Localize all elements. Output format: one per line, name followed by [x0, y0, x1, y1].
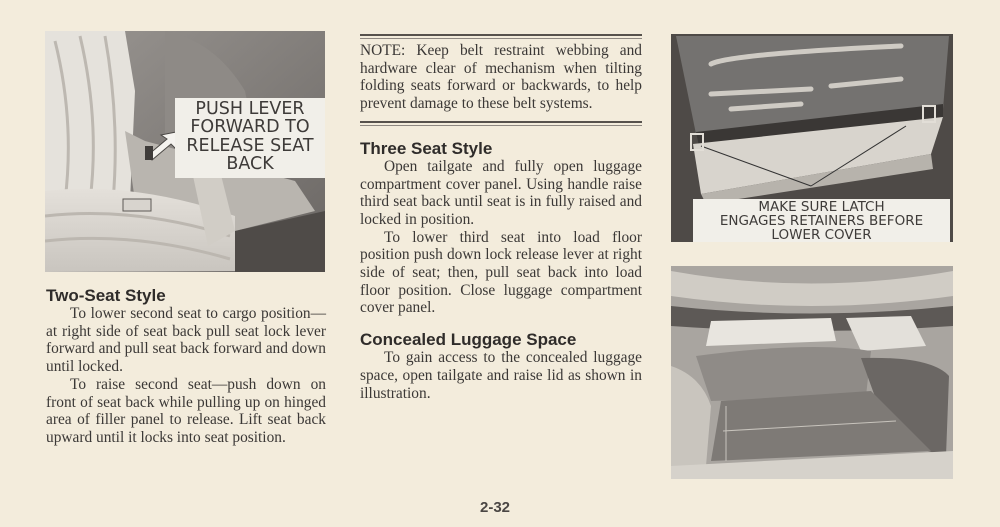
belt-note-text: NOTE: Keep belt restraint webbing and hardware clear of mechanism when tilting folding seats forward or backwards, to help prevent damage to these belt systems.: [360, 42, 642, 113]
three-seat-heading: Three Seat Style: [360, 138, 493, 158]
note-top-rule: [360, 34, 642, 39]
concealed-luggage-paragraph: To gain access to the concealed luggage space, open tailgate and raise lid as shown in illustration.: [360, 349, 642, 402]
seat-lever-photo: [45, 31, 325, 272]
callout-line: MAKE SURE LATCH: [758, 199, 885, 215]
callout-line: FORWARD TO: [190, 117, 310, 138]
two-seat-heading: Two-Seat Style: [46, 286, 166, 305]
concealed-luggage-section: [360, 331, 642, 402]
two-seat-paragraph-1: To lower second seat to cargo position—at right side of seat back pull seat lock lever forward and pull seat back forward and down until locked.: [46, 305, 326, 376]
callout-line: BACK: [226, 154, 274, 175]
note-bottom-rule: [360, 121, 642, 126]
luggage-lid-photo: [671, 34, 953, 242]
callout-line: LOWER COVER: [771, 227, 872, 242]
cargo-area-photo: [671, 266, 953, 479]
callout-line: RELEASE SEAT: [186, 135, 314, 156]
latch-callout: [693, 199, 950, 242]
two-seat-section: [46, 287, 326, 447]
page-number: 2-32: [480, 499, 511, 516]
push-lever-callout: [175, 98, 325, 178]
three-seat-paragraph-2: To lower third seat into load floor position push down lock release lever at right side of seat; then, pull seat back into load floor position. Close luggage compartment cover panel.: [360, 228, 642, 317]
belt-note: [360, 42, 642, 113]
middle-column: [360, 34, 642, 402]
three-seat-section: [360, 140, 642, 317]
callout-line: ENGAGES RETAINERS BEFORE: [719, 213, 924, 230]
two-seat-paragraph-2: To raise second seat—push down on front of seat back while pulling up on hinged area of filler panel to release. Lift seat back upward until it locks into seat position.: [46, 375, 326, 446]
three-seat-paragraph-1: Open tailgate and fully open luggage compartment cover panel. Using handle raise third seat back until seat is in fully raised and locked in position.: [360, 157, 642, 228]
cargo-area-illustration: [671, 266, 953, 479]
callout-line: PUSH LEVER: [195, 99, 305, 119]
concealed-luggage-heading: Concealed Luggage Space: [360, 330, 577, 350]
